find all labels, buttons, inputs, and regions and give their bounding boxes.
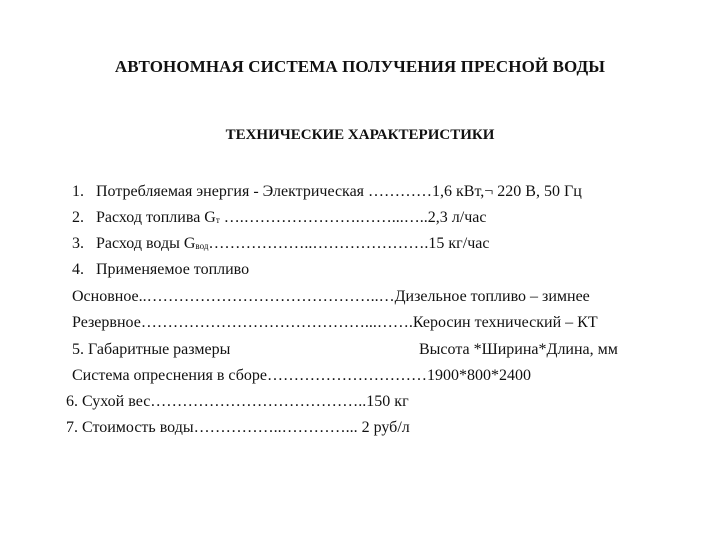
item-reserve-fuel: Резервное……………………………………...…….Керосин технический – КТ bbox=[72, 314, 598, 331]
item-dimensions-label: 5. Габаритные размеры bbox=[72, 341, 231, 358]
item-number: 2. bbox=[72, 209, 84, 226]
item-water-rate bbox=[72, 234, 489, 255]
item-dimensions-header: Высота *Ширина*Длина, мм bbox=[419, 341, 618, 358]
item-subscript: вод bbox=[195, 241, 209, 251]
document-title: АВТОНОМНАЯ СИСТЕМА ПОЛУЧЕНИЯ ПРЕСНОЙ ВОДЫ bbox=[114, 57, 606, 76]
item-value: ….………………….……...…..2,3 л/час bbox=[219, 209, 487, 226]
item-label: Расход воды G bbox=[96, 235, 196, 252]
section-title: ТЕХНИЧЕСКИЕ ХАРАКТЕРИСТИКИ bbox=[225, 127, 495, 143]
item-fuel-rate bbox=[72, 208, 486, 229]
item-fuel-used bbox=[72, 260, 249, 280]
item-main-fuel: Основное..……………………………………..…Дизельное топливо – зимнее bbox=[72, 288, 590, 305]
item-number: 4. bbox=[72, 261, 84, 278]
item-text: Потребляемая энергия - Электрическая …………1,6 кВт,¬ 220 В, 50 Гц bbox=[96, 183, 582, 200]
item-number: 1. bbox=[72, 183, 84, 200]
item-water-cost: 7. Стоимость воды……………..…………... 2 руб/л bbox=[66, 419, 410, 436]
item-dry-weight: 6. Сухой вес…………………………………..150 кг bbox=[66, 393, 409, 410]
item-subscript: т bbox=[215, 215, 220, 225]
item-label: Расход топлива G bbox=[96, 209, 216, 226]
item-assembly: Система опреснения в сборе…………………………1900*800*2400 bbox=[72, 367, 531, 384]
item-text: Применяемое топливо bbox=[96, 261, 250, 278]
item-number: 3. bbox=[72, 235, 84, 252]
item-value: ………………..………………….15 кг/час bbox=[208, 235, 490, 252]
item-energy bbox=[72, 182, 582, 202]
